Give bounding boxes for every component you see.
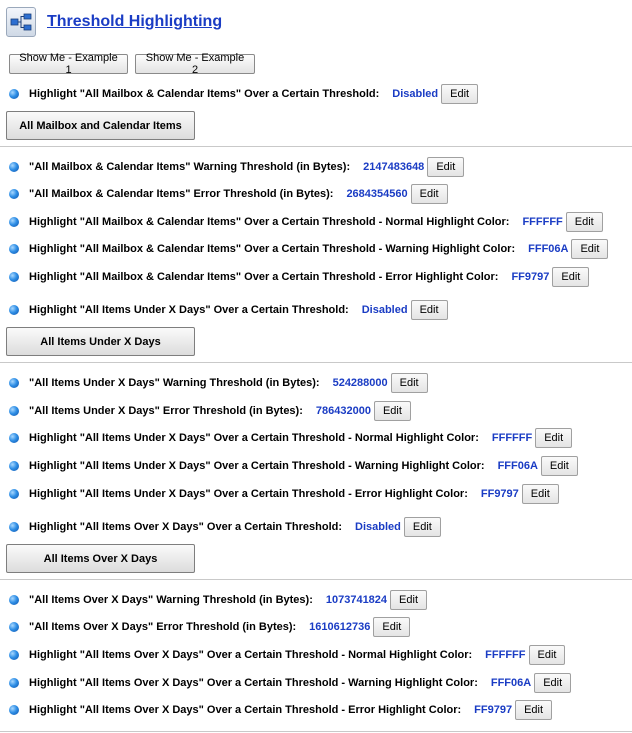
- setting-label: "All Mailbox & Calendar Items" Error Threshold (in Bytes):: [29, 188, 334, 200]
- edit-button[interactable]: Edit: [404, 517, 441, 537]
- divider: [0, 362, 632, 363]
- edit-button[interactable]: Edit: [522, 484, 559, 504]
- setting-label: Highlight "All Items Under X Days" Over a Certain Threshold - Error Highlight Color:: [29, 488, 468, 500]
- setting-label: Highlight "All Items Over X Days" Over a Certain Threshold - Warning Highlight Color:: [29, 677, 478, 689]
- setting-label: Highlight "All Mailbox & Calendar Items" Over a Certain Threshold - Normal Highlight Color:: [29, 216, 510, 228]
- page-title[interactable]: Threshold Highlighting: [47, 13, 223, 30]
- setting-value: FF9797: [511, 271, 550, 283]
- edit-button[interactable]: Edit: [571, 239, 608, 259]
- setting-value: 1073741824: [325, 594, 388, 606]
- setting-value: Disabled: [355, 521, 401, 533]
- bottom-divider: [0, 731, 632, 732]
- under-days-normal-color-row: [9, 428, 572, 448]
- bullet-icon: [9, 522, 19, 532]
- setting-value: FFFFFF: [491, 432, 533, 444]
- setting-value: Disabled: [392, 88, 439, 100]
- bullet-icon: [9, 678, 19, 688]
- setting-label: Highlight "All Items Over X Days" Over a Certain Threshold - Error Highlight Color:: [29, 704, 462, 716]
- setting-value: 2147483648: [363, 161, 425, 173]
- edit-button[interactable]: Edit: [541, 456, 578, 476]
- setting-label: Highlight "All Items Under X Days" Over a Certain Threshold:: [29, 304, 349, 316]
- setting-label: "All Items Over X Days" Error Threshold (in Bytes):: [29, 621, 297, 633]
- edit-button[interactable]: Edit: [411, 184, 448, 204]
- under-days-threshold-toggle-row: [9, 300, 448, 320]
- setting-value: 786432000: [315, 405, 371, 417]
- setting-value: FFF06A: [528, 243, 569, 255]
- section-mailbox-calendar[interactable]: All Mailbox and Calendar Items: [6, 111, 195, 140]
- setting-label: Highlight "All Items Over X Days" Over a Certain Threshold - Normal Highlight Color:: [29, 649, 473, 661]
- bullet-icon: [9, 650, 19, 660]
- bullet-icon: [9, 272, 19, 282]
- mailbox-error-threshold-row: [9, 184, 448, 204]
- setting-value: FFFFFF: [522, 216, 563, 228]
- edit-button[interactable]: Edit: [515, 700, 552, 720]
- setting-label: Highlight "All Items Under X Days" Over a Certain Threshold - Normal Highlight Color:: [29, 432, 479, 444]
- over-days-threshold-toggle-row: [9, 517, 441, 537]
- under-days-error-threshold-row: [9, 401, 411, 421]
- edit-button[interactable]: Edit: [390, 590, 427, 610]
- edit-button[interactable]: Edit: [441, 84, 478, 104]
- bullet-icon: [9, 217, 19, 227]
- setting-label: "All Items Over X Days" Warning Threshold (in Bytes):: [29, 594, 313, 606]
- mailbox-normal-color-row: [9, 212, 603, 232]
- bullet-icon: [9, 622, 19, 632]
- bullet-icon: [9, 595, 19, 605]
- setting-label: Highlight "All Mailbox & Calendar Items" Over a Certain Threshold - Error Highlight Color:: [29, 271, 499, 283]
- bullet-icon: [9, 89, 19, 99]
- setting-label: "All Items Under X Days" Error Threshold (in Bytes):: [29, 405, 303, 417]
- hierarchy-icon: [6, 7, 36, 37]
- edit-button[interactable]: Edit: [411, 300, 448, 320]
- bullet-icon: [9, 705, 19, 715]
- under-days-warning-threshold-row: [9, 373, 428, 393]
- setting-label: "All Mailbox & Calendar Items" Warning Threshold (in Bytes):: [29, 161, 351, 173]
- edit-button[interactable]: Edit: [566, 212, 603, 232]
- setting-value: FFF06A: [490, 677, 532, 689]
- bullet-icon: [9, 305, 19, 315]
- edit-button[interactable]: Edit: [374, 401, 411, 421]
- over-days-error-color-row: [9, 700, 552, 720]
- setting-value: 1610612736: [309, 621, 371, 633]
- example-2-button[interactable]: Show Me - Example 2: [135, 54, 255, 74]
- over-days-error-threshold-row: [9, 617, 410, 637]
- over-days-warning-color-row: [9, 673, 571, 693]
- page-header: [6, 6, 222, 38]
- setting-value: FFF06A: [497, 460, 538, 472]
- setting-label: Highlight "All Items Over X Days" Over a Certain Threshold:: [29, 521, 343, 533]
- mailbox-warning-threshold-row: [9, 157, 464, 177]
- over-days-warning-threshold-row: [9, 590, 427, 610]
- over-days-normal-color-row: [9, 645, 565, 665]
- mailbox-error-color-row: [9, 267, 589, 287]
- bullet-icon: [9, 489, 19, 499]
- setting-value: 2684354560: [346, 188, 408, 200]
- divider: [0, 579, 632, 580]
- bullet-icon: [9, 162, 19, 172]
- setting-label: Highlight "All Items Under X Days" Over a Certain Threshold - Warning Highlight Color:: [29, 460, 485, 472]
- setting-label: "All Items Under X Days" Warning Threshold (in Bytes):: [29, 377, 320, 389]
- setting-value: Disabled: [361, 304, 408, 316]
- bullet-icon: [9, 406, 19, 416]
- section-under-x-days[interactable]: All Items Under X Days: [6, 327, 195, 356]
- under-days-warning-color-row: [9, 456, 578, 476]
- section-over-x-days[interactable]: All Items Over X Days: [6, 544, 195, 573]
- setting-value: 524288000: [332, 377, 388, 389]
- edit-button[interactable]: Edit: [373, 617, 410, 637]
- bullet-icon: [9, 244, 19, 254]
- setting-label: Highlight "All Mailbox & Calendar Items" Over a Certain Threshold:: [29, 88, 380, 100]
- setting-value: FF9797: [474, 704, 513, 716]
- bullet-icon: [9, 378, 19, 388]
- edit-button[interactable]: Edit: [391, 373, 428, 393]
- edit-button[interactable]: Edit: [552, 267, 589, 287]
- edit-button[interactable]: Edit: [535, 428, 572, 448]
- mailbox-threshold-toggle-row: [9, 84, 478, 104]
- example-1-button[interactable]: Show Me - Example 1: [9, 54, 128, 74]
- edit-button[interactable]: Edit: [529, 645, 566, 665]
- mailbox-warning-color-row: [9, 239, 608, 259]
- bullet-icon: [9, 189, 19, 199]
- setting-label: Highlight "All Mailbox & Calendar Items" Over a Certain Threshold - Warning Highlight Color:: [29, 243, 516, 255]
- edit-button[interactable]: Edit: [534, 673, 571, 693]
- setting-value: FFFFFF: [485, 649, 526, 661]
- under-days-error-color-row: [9, 484, 559, 504]
- setting-value: FF9797: [480, 488, 519, 500]
- edit-button[interactable]: Edit: [427, 157, 464, 177]
- bullet-icon: [9, 433, 19, 443]
- bullet-icon: [9, 461, 19, 471]
- divider: [0, 146, 632, 147]
